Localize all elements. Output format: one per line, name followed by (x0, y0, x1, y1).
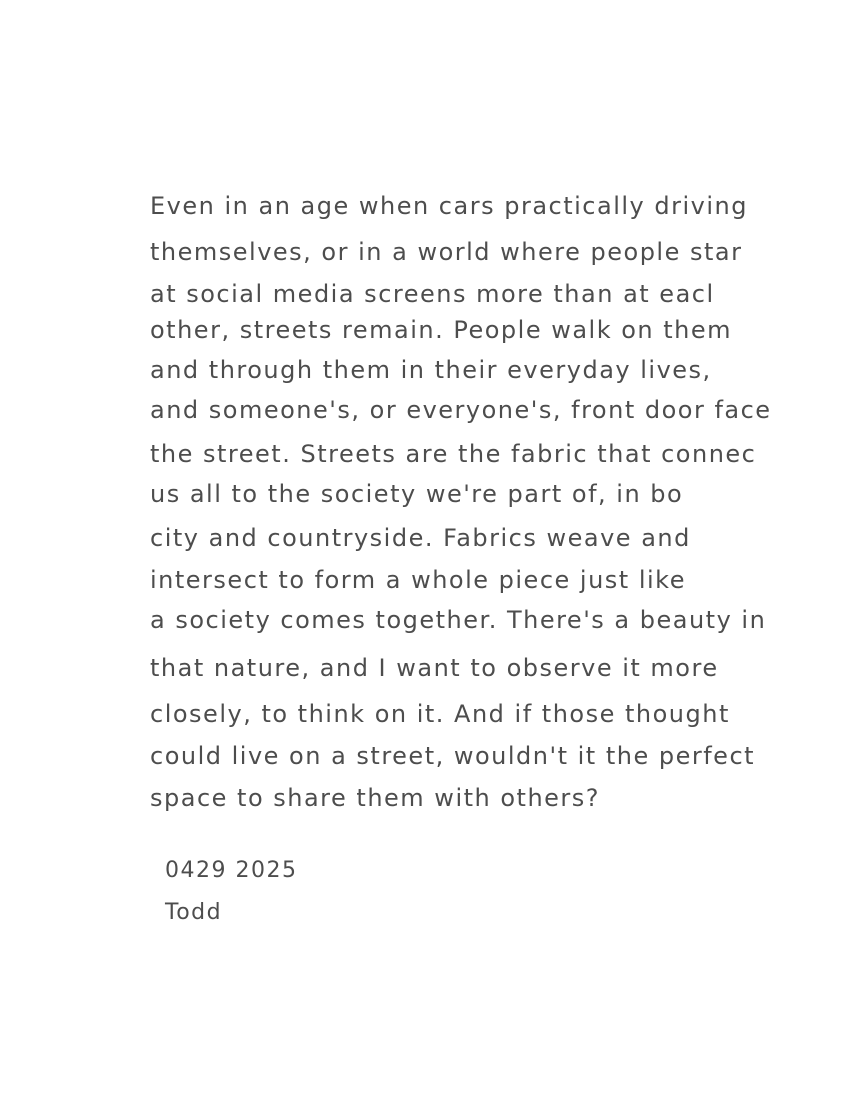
text-line-3: at social media screens more than at eacl (150, 280, 715, 308)
text-line-2: themselves, or in a world where people star (150, 238, 743, 266)
text-line-13: closely, to think on it. And if those thought (150, 700, 730, 728)
text-line-12: that nature, and I want to observe it more (150, 654, 719, 682)
text-line-9: city and countryside. Fabrics weave and (150, 524, 691, 552)
text-line-15: space to share them with others? (150, 784, 601, 812)
date-note: 0429 2025 (165, 858, 298, 883)
text-line-11: a society comes together. There's a beauty in (150, 606, 767, 634)
text-line-4: other, streets remain. People walk on them (150, 316, 733, 344)
text-line-8: us all to the society we're part of, in bo (150, 480, 684, 508)
text-line-5: and through them in their everyday lives, (150, 356, 712, 384)
signature: Todd (165, 900, 223, 925)
text-line-10: intersect to form a whole piece just like (150, 566, 686, 594)
text-line-6: and someone's, or everyone's, front door face (150, 396, 772, 424)
text-line-14: could live on a street, wouldn't it the perfect (150, 742, 756, 770)
text-line-1: Even in an age when cars practically driving (150, 192, 748, 220)
text-line-7: the street. Streets are the fabric that connec (150, 440, 757, 468)
